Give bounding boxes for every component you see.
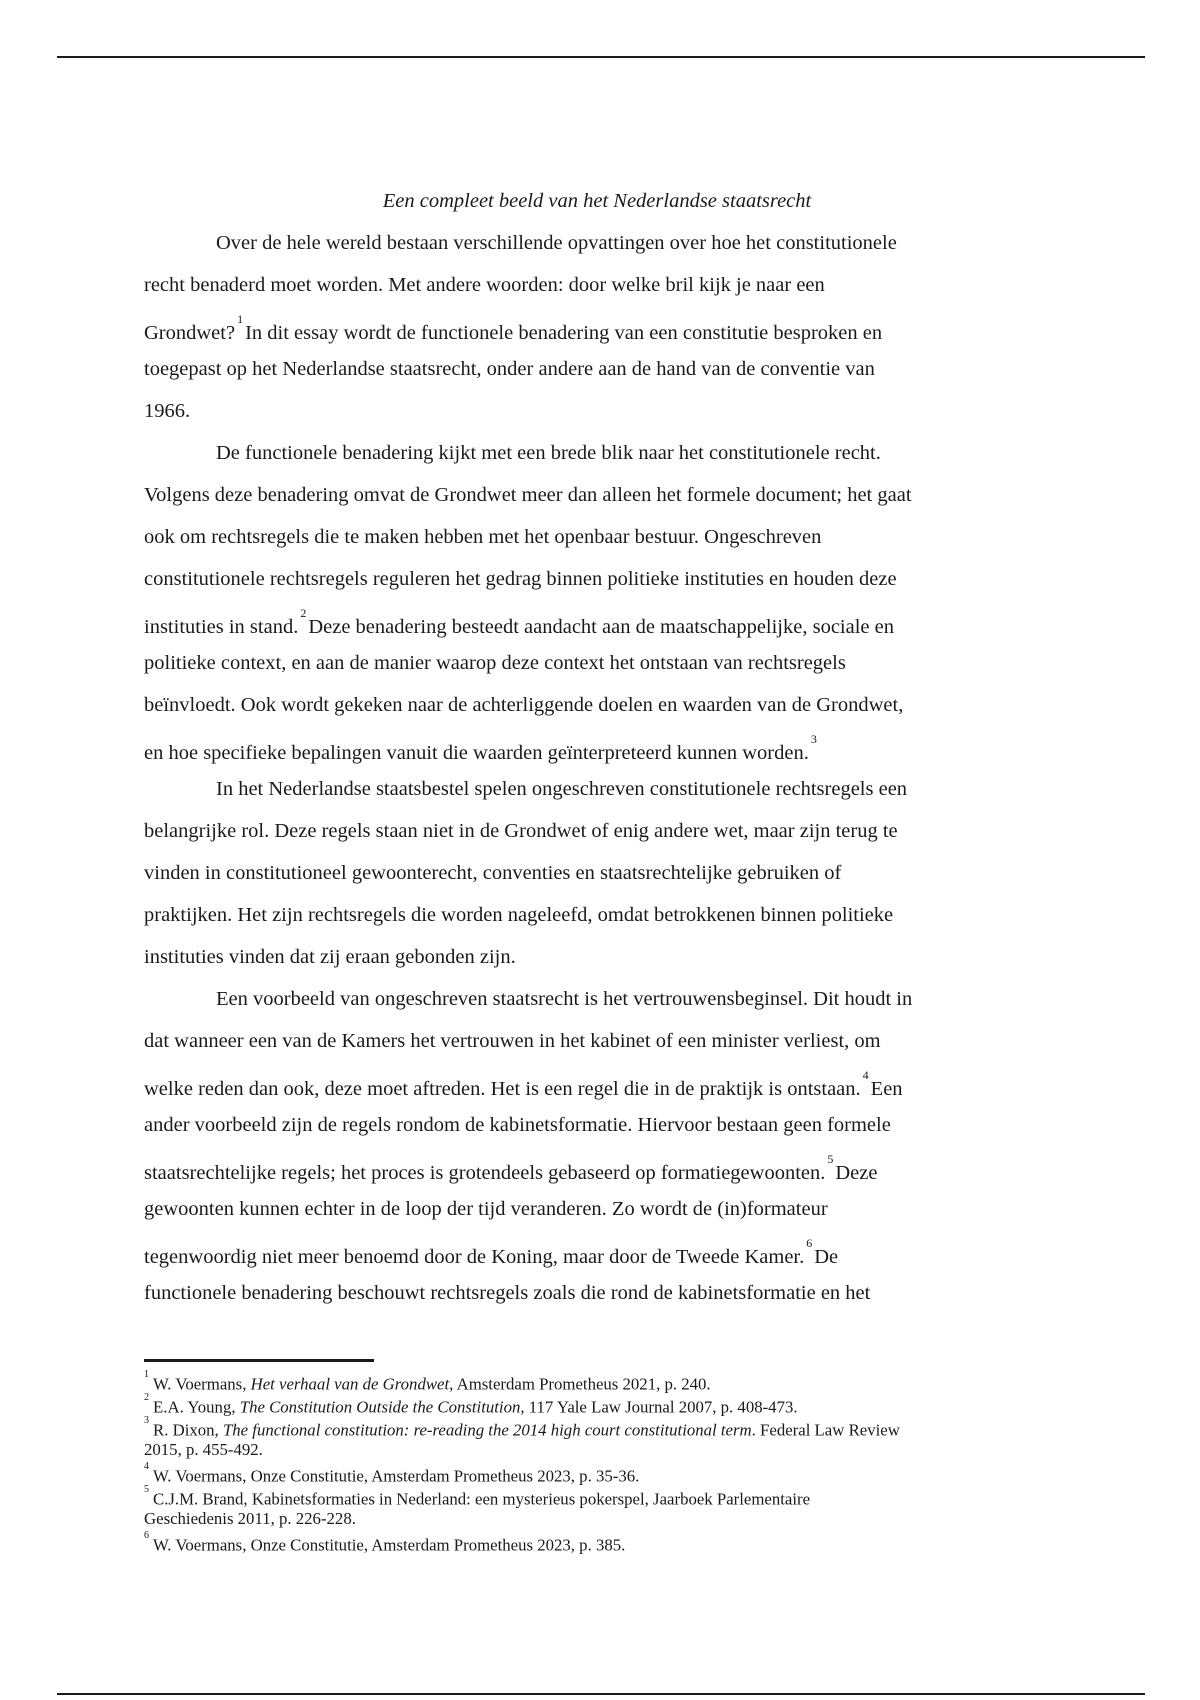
text-line: Volgens deze benadering omvat de Grondwet meer dan alleen het formele document; het gaat — [144, 484, 912, 506]
footnote-title: The Constitution Outside the Constitution — [239, 1397, 521, 1417]
footnote-reference[interactable]: 6 — [806, 1236, 813, 1250]
footnote-author: R. Dixon, — [153, 1420, 219, 1440]
footnote-number: 1 — [144, 1369, 149, 1380]
paragraph-1 — [144, 222, 1050, 432]
paragraph-2 — [144, 432, 1050, 768]
text-segment: Een — [870, 1077, 903, 1100]
text-segment: instituties in stand. — [144, 615, 299, 638]
text-segment: Deze benadering besteedt aandacht aan de maatschappelijke, sociale en — [308, 615, 894, 638]
footnote-line: Geschiedenis 2011, p. 226-228. — [144, 1509, 356, 1528]
text-line: De functionele benadering kijkt met een brede blik naar het constitutionele recht. — [216, 442, 881, 464]
footnote-6 — [144, 1530, 1064, 1553]
text-line: dat wanneer een van de Kamers het vertrouwen in het kabinet of een minister verliest, om — [144, 1030, 881, 1052]
text-line: recht benaderd moet worden. Met andere woorden: door welke bril kijk je naar een — [144, 274, 825, 296]
footnote-2 — [144, 1392, 1064, 1415]
text-segment: Deze — [835, 1161, 878, 1184]
footnote-text: C.J.M. Brand, Kabinetsformaties in Nederland: een mysterieus pokerspel, Jaarboek Parlementaire — [153, 1489, 811, 1509]
text-line: Een voorbeeld van ongeschreven staatsrecht is het vertrouwensbeginsel. Dit houdt in — [216, 988, 913, 1010]
text-line: beïnvloedt. Ook wordt gekeken naar de achterliggende doelen en waarden van de Grondwet, — [144, 694, 904, 716]
footnote-line — [144, 1415, 1064, 1438]
text-line: constitutionele rechtsregels reguleren het gedrag binnen politieke instituties en houden deze — [144, 568, 897, 590]
page-top-rule — [57, 56, 1145, 58]
footnote-line — [144, 1392, 1064, 1415]
footnote-reference[interactable]: 5 — [827, 1152, 834, 1166]
text-line — [144, 1230, 1050, 1272]
text-line: gewoonten kunnen echter in de loop der tijd veranderen. Zo wordt de (in)formateur — [144, 1198, 828, 1220]
text-line: instituties vinden dat zij eraan gebonden zijn. — [144, 946, 516, 968]
footnote-title: Het verhaal van de Grondwet — [250, 1374, 450, 1394]
paragraph-4 — [144, 978, 1050, 1314]
document-body — [144, 180, 1050, 1314]
footnote-separator — [144, 1359, 374, 1362]
paragraph-3 — [144, 768, 1050, 978]
text-segment: tegenwoordig niet meer benoemd door de Koning, maar door de Tweede Kamer. — [144, 1245, 805, 1268]
text-line: Over de hele wereld bestaan verschillende opvattingen over hoe het constitutionele — [216, 232, 897, 254]
text-line — [144, 600, 1050, 642]
footnote-line — [144, 1369, 1064, 1392]
text-segment: Grondwet? — [144, 321, 236, 344]
footnote-line — [144, 1484, 1064, 1507]
text-segment: welke reden dan ook, deze moet aftreden. Het is een regel die in de praktijk is ontstaan. — [144, 1077, 861, 1100]
footnote-reference[interactable]: 2 — [300, 606, 307, 620]
footnote-line — [144, 1530, 1064, 1553]
footnote-author: W. Voermans, — [153, 1374, 247, 1394]
footnote-1 — [144, 1369, 1064, 1392]
footnotes — [144, 1369, 1064, 1553]
text-line: vinden in constitutioneel gewoonterecht, conventies en staatsrechtelijke gebruiken of — [144, 862, 842, 884]
page-bottom-rule — [57, 1693, 1145, 1695]
text-line: belangrijke rol. Deze regels staan niet in de Grondwet of enig andere wet, maar zijn terug te — [144, 820, 898, 842]
footnote-3 — [144, 1415, 1064, 1461]
text-line: ander voorbeeld zijn de regels rondom de kabinetsformatie. Hiervoor bestaan geen formele — [144, 1114, 891, 1136]
footnote-number: 6 — [144, 1530, 149, 1541]
document-title: Een compleet beeld van het Nederlandse staatsrecht — [382, 190, 812, 212]
text-segment: In dit essay wordt de functionele benadering van een constitutie besproken en — [245, 321, 883, 344]
text-line: In het Nederlandse staatsbestel spelen ongeschreven constitutionele rechtsregels een — [216, 778, 908, 800]
footnote-reference[interactable]: 1 — [237, 312, 244, 326]
footnote-number: 2 — [144, 1392, 149, 1403]
footnote-line — [144, 1461, 1064, 1484]
footnote-4 — [144, 1461, 1064, 1484]
footnote-reference[interactable]: 4 — [862, 1068, 869, 1082]
footnote-number: 3 — [144, 1415, 149, 1426]
footnote-rest: . Federal Law Review — [751, 1420, 900, 1440]
footnote-rest: , Amsterdam Prometheus 2021, p. 240. — [449, 1374, 711, 1394]
footnote-5 — [144, 1484, 1064, 1530]
text-line — [144, 1062, 1050, 1104]
text-segment: staatsrechtelijke regels; het proces is grotendeels gebaseerd op formatiegewoonten. — [144, 1161, 826, 1184]
text-line: 1966. — [144, 400, 191, 422]
text-line: politieke context, en aan de manier waarop deze context het ontstaan van rechtsregels — [144, 652, 846, 674]
text-line — [144, 1146, 1050, 1188]
footnote-number: 5 — [144, 1484, 149, 1495]
text-line: toegepast op het Nederlandse staatsrecht, onder andere aan de hand van de conventie van — [144, 358, 875, 380]
text-line: praktijken. Het zijn rechtsregels die worden nageleefd, omdat betrokkenen binnen politieke — [144, 904, 894, 926]
footnote-title: The functional constitution: re-reading the 2014 high court constitutional term — [222, 1420, 752, 1440]
footnote-reference[interactable]: 3 — [810, 732, 817, 746]
text-line: functionele benadering beschouwt rechtsregels zoals die rond de kabinetsformatie en het — [144, 1282, 871, 1304]
footnote-text: W. Voermans, Onze Constitutie, Amsterdam Prometheus 2023, p. 385. — [153, 1535, 626, 1555]
footnote-line: 2015, p. 455-492. — [144, 1440, 263, 1459]
footnote-number: 4 — [144, 1461, 149, 1472]
text-line — [144, 726, 1050, 768]
text-segment: De — [814, 1245, 839, 1268]
footnote-author: E.A. Young, — [153, 1397, 236, 1417]
text-segment: en hoe specifieke bepalingen vanuit die waarden geïnterpreteerd kunnen worden. — [144, 741, 809, 764]
text-line — [144, 306, 1050, 348]
footnote-rest: , 117 Yale Law Journal 2007, p. 408-473. — [520, 1397, 798, 1417]
text-line: ook om rechtsregels die te maken hebben met het openbaar bestuur. Ongeschreven — [144, 526, 822, 548]
footnote-text: W. Voermans, Onze Constitutie, Amsterdam Prometheus 2023, p. 35-36. — [153, 1466, 640, 1486]
